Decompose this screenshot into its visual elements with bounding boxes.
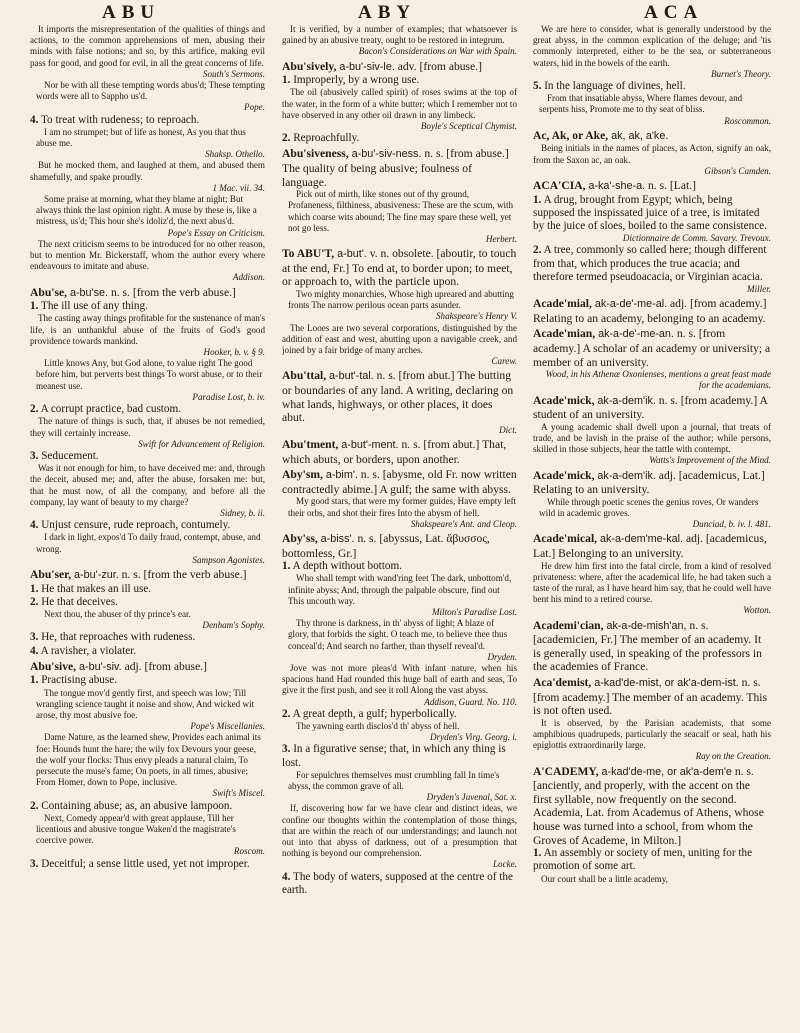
citation-source: Dryden.: [487, 651, 517, 662]
prose-quotation: A young academic shall dwell upon a journal, that treats of trade, and be lavish in the praise of the author; while persons, skilled in those subjects, hear the tattle with contempt.: [533, 421, 771, 455]
verse-quotation: I dark in light, expos'd To daily fraud, contempt, abuse, and wrong.: [36, 532, 261, 554]
pronunciation: a-biss'.: [320, 532, 355, 545]
headword: ACA'CIA,: [533, 179, 586, 193]
headword: Abu'tment,: [282, 438, 339, 451]
sense-text: A great depth, a gulf; hyperbolically.: [292, 707, 457, 720]
headword: To ABU'T,: [282, 247, 335, 261]
sense-text: Improperly, by a wrong use.: [293, 74, 420, 87]
sense-definition: [533, 80, 771, 93]
dictionary-entry: [533, 179, 771, 194]
dictionary-entry: [533, 532, 771, 560]
headword: Aby'sm,: [282, 468, 323, 482]
verse-quotation: My good stars, that were my former guides, Have empty left their orbs, and shot their fires Into the abysm of hell.: [288, 496, 517, 518]
sense-definition: [282, 743, 517, 769]
sense-number: 1.: [30, 674, 39, 687]
pronunciation: a-but'.: [337, 248, 367, 261]
definition: n. s. [anciently, and properly, with the accent on the first syllable, now frequently on the second. Academia, Lat. from Academus of Athens, whose house was turned into a school, from whom the Groves of Academe, in Milton.]: [533, 764, 764, 847]
sense-definition: [282, 871, 517, 897]
sense-text: He that deceives.: [41, 595, 118, 608]
headword: Abu'se,: [30, 285, 68, 299]
sense-definition: [30, 631, 265, 644]
sense-number: 1.: [282, 74, 291, 87]
sense-text: Unjust censure, rude reproach, contumely.: [41, 519, 231, 532]
dictionary-entry: [533, 619, 771, 674]
pronunciation: ak-a-dem'ik.: [597, 394, 656, 407]
header-center-guideword: ABY: [358, 2, 417, 23]
pronunciation: ak-a-dem'me-kal.: [599, 533, 684, 546]
column-left: [30, 24, 265, 1028]
dictionary-entry: [30, 286, 265, 301]
sense-number: 1.: [30, 582, 39, 595]
dictionary-entry: [282, 438, 517, 466]
sense-number: 4.: [30, 519, 39, 532]
sense-text: Seducement.: [41, 449, 99, 462]
citation-source: Gibson's Camden.: [704, 165, 771, 176]
citation-source: Roscom.: [233, 846, 265, 857]
prose-quotation: Jove was not more pleas'd With infant nature, when his spacious hand Had rounded this huge ball of earth and seas, To give it the first push, and see it roll Along the vast abyss.: [282, 663, 517, 696]
dictionary-entry: [533, 765, 771, 848]
verse-quotation: I am no strumpet; but of life as honest, As you that thus abuse me.: [36, 126, 246, 149]
prose-quotation: Was it not enough for him, to have deceived me: and, through the deceit, abused me; and, after the abuse, forsaken me: but, that he must now, of all the company, and before all the company, lay want of beauty to my charge?: [30, 463, 265, 507]
sense-number: 4.: [30, 644, 39, 657]
sense-definition: [30, 645, 265, 658]
headword: Abu'sive,: [30, 659, 77, 673]
sense-number: 4.: [30, 113, 39, 126]
sense-number: 2.: [282, 132, 291, 145]
sense-definition: [30, 858, 265, 871]
prose-quotation: The casting away things profitable for the sustenance of man's life, is an unthankful abuse of the fruits of God's good providence towards mankind.: [30, 313, 265, 346]
citation-source: Boyle's Sceptical Chymist.: [420, 121, 517, 132]
definition: v. n. obsolete. [aboutir, to touch at the end, Fr.] To end at, to border upon; to meet, or approach to, with the particle upon.: [282, 247, 517, 289]
citation-source: Pope's Miscellanies.: [190, 721, 265, 732]
pronunciation: a-bim'.: [325, 469, 358, 482]
citation-source: Carew.: [491, 356, 517, 367]
definition: n. s. [from the verb abuse.]: [110, 285, 236, 299]
prose-quotation: The oil (abusively called spirit) of roses swims at the top of the water, in the form of a white butter; which I remember not to have observed in any other oil drawn in any limbeck.: [282, 87, 517, 120]
prose-quotation: He drew him first into the fatal circle, from a kind of resolved privateness: where, after the academical life, he had taken such a taste of the rural, as I have heard him say, that he could well have bent his mind to a retired course.: [533, 560, 771, 605]
sense-text: Practising abuse.: [41, 674, 117, 687]
definition: n. s. [Lat.]: [647, 179, 696, 193]
sense-definition: [30, 596, 265, 609]
sense-text: A ravisher, a violater.: [40, 644, 137, 657]
pronunciation: ak-a-dem'ik.: [597, 469, 656, 482]
citation-source: Ray on the Creation.: [695, 751, 771, 762]
sense-definition: [282, 132, 517, 145]
verse-quotation: From that insatiable abyss, Where flames devour, and serpents hiss, Promote me to thy seat of bliss.: [539, 93, 743, 115]
prose-quotation: If, discovering how far we have clear and distinct ideas, we confine our thoughts within the contemplation of those things, that are within the reach of our understandings; and launch not out into that abyss of darkness, out of a presumption that nothing is beyond our comprehension.: [282, 803, 517, 859]
sense-definition: [30, 519, 265, 532]
definition: n. s. [abysme, old Fr. now written contractedly abime.] A gulf; the same with abyss.: [282, 468, 517, 496]
citation-source: Wotton.: [743, 605, 771, 616]
definition: n. s. [abyssus, Lat. ἄβυσσος, bottomless, Gr.]: [282, 531, 490, 560]
pronunciation: a-bu'se.: [69, 286, 109, 299]
dictionary-entry: [282, 369, 517, 424]
verse-quotation: Dame Nature, as the learned shew, Provides each animal its foe: Hounds hunt the hare; the wily fox Devours your geese, the wolf your flocks: Thus envy pleads a natural claim, To persecute the muse's fame; On poets, in all times, abusive; From Homer, down to Pope, inclusive.: [36, 732, 261, 788]
sense-number: 2.: [30, 403, 39, 416]
dictionary-entry: [533, 676, 771, 718]
dictionary-entry: [282, 468, 517, 496]
headword: Acade'mian,: [533, 327, 596, 341]
header-left-guideword: ABU: [102, 2, 161, 23]
verse-quotation: For sepulchres themselves must crumbling fall In time's abyss, the common grave of all.: [288, 769, 500, 792]
verse-quotation: Next thou, the abuser of thy prince's ear.: [44, 608, 191, 619]
sense-number: 3.: [30, 857, 39, 870]
definition: adj. [academicus, Lat.] Relating to an university.: [533, 468, 765, 497]
citation-source: Shakspeare's Henry V.: [436, 311, 517, 322]
headword: Abu'ser,: [30, 567, 72, 581]
sense-definition: [282, 74, 517, 87]
prose-quotation: It imports the misrepresentation of the qualities of things and actions, to the common apprehensions of men, abusing their minds with false notions; and so, by this artifice, making evil pass for good, and good for evil, in all the great concerns of life.: [30, 24, 265, 68]
citation-source: Sampson Agonistes.: [192, 554, 265, 565]
headword: Abu'ttal,: [282, 369, 327, 383]
citation-source: Roscommon.: [724, 115, 771, 126]
citation-source: Pope.: [244, 102, 265, 113]
headword: Abu'sively,: [282, 59, 337, 73]
page-header: [0, 2, 800, 22]
dictionary-entry: [533, 129, 771, 144]
pronunciation: a-but'-ment.: [341, 439, 399, 451]
definition: n. s. [from academy.] A student of an university.: [533, 393, 768, 422]
headword: Ac, Ak, or Ake,: [533, 128, 609, 142]
sense-text: The body of waters, supposed at the centre of the earth.: [282, 870, 513, 896]
dictionary-entry: [282, 247, 517, 289]
sense-text: A drug, brought from Egypt; which, being supposed the inspissated juice of a tree, is imitated by the juice of sloes, boiled to the same consistence.: [533, 193, 767, 233]
sense-definition: [533, 244, 771, 284]
sense-text: A tree, commonly so called here; though different from that, which produces the true acacia; and therefore termed pseudoacacia, or Virginian acacia.: [533, 244, 767, 283]
headword: Acade'mial,: [533, 297, 592, 311]
prose-quotation: The Looes are two several corporations, distinguished by the addition of east and west, abutting upon a navigable creek, and joined by a fair bridge of many arches.: [282, 322, 517, 356]
definition: adv. [from abuse.]: [397, 59, 482, 73]
pronunciation: a-bu'-siv-le.: [339, 60, 395, 73]
headword: Abu'siveness,: [282, 147, 349, 161]
citation-source: Bacon's Considerations on War with Spain.: [358, 46, 517, 57]
headword: Aby'ss,: [282, 531, 318, 545]
citation-source: Pope's Essay on Criticism.: [167, 227, 265, 238]
verse-quotation: Who shall tempt with wand'ring feet The dark, unbottom'd, infinite abyss; And, through the palpable obscure, find out This uncouth way.: [288, 573, 512, 606]
sense-number: 3.: [30, 449, 39, 462]
definition: n. s. [from abut.] That, which abuts, or borders, upon another.: [282, 438, 507, 466]
citation-source: Dryden's Juvenal, Sat. x.: [426, 792, 517, 803]
citation-source: 1 Mac. vii. 34.: [212, 182, 265, 193]
citation-source: Shakspeare's Ant. and Cleop.: [410, 518, 517, 529]
dictionary-entry: [282, 532, 517, 560]
citation-source: Dryden's Virg. Georg. i.: [430, 732, 517, 743]
pronunciation: a-kad'de-mist, or ak'a-dem-ist.: [594, 677, 739, 689]
pronunciation: ak, ak, a'ke.: [611, 129, 669, 142]
sense-definition: [30, 403, 265, 416]
prose-quotation: It is observed, by the Parisian academists, that some amphibious quadrupeds, particularly the seacalf or seal, hath his epiglottis extraordinarily large.: [533, 717, 771, 751]
sense-number: 3.: [30, 631, 39, 644]
pronunciation: a-bu'-siv.: [78, 660, 122, 673]
sense-definition: [30, 583, 265, 596]
sense-number: 1.: [30, 300, 39, 313]
sense-number: 4.: [282, 870, 291, 883]
column-middle: [282, 24, 517, 1028]
definition: n. s. [from academy.] A scholar of an academy or university; a member of an university.: [533, 327, 771, 369]
citation-source: Sidney, b. ii.: [220, 507, 265, 518]
sense-text: He, that reproaches with rudeness.: [41, 631, 196, 644]
pronunciation: a-kad'de-me, or ak'a-dem'e: [601, 765, 732, 778]
pronunciation: ak-a-de'-me-an.: [598, 328, 674, 341]
sense-text: A corrupt practice, bad custom.: [40, 403, 181, 416]
verse-quotation: The tongue mov'd gently first, and speech was low; Till wrangling science taught it noise and show, And wicked wit arose, thy most abusive foe.: [36, 687, 255, 720]
sense-definition: [282, 708, 517, 721]
headword: Aca'demist,: [533, 676, 592, 689]
verse-quotation: While through poetic scenes the genius roves, Or wanders wild in academic groves.: [539, 496, 759, 519]
sense-text: Deceitful; a sense little used, yet not improper.: [41, 857, 250, 870]
sense-definition: [30, 300, 265, 313]
citation-source: Milton's Paradise Lost.: [431, 606, 517, 617]
verse-quotation: Nor be with all these tempting words abus'd; These tempting words were all to Sappho us'd.: [36, 80, 265, 102]
prose-quotation: Our court shall be a little academy,: [541, 873, 668, 884]
verse-quotation: Some praise at morning, what they blame at night; But always think the last opinion right. A muse by these is, like a mistress, us'd; This hour she's idoliz'd, the next abus'd.: [36, 194, 257, 227]
prose-quotation: But he mocked them, and laughed at them, and abused them shamefully, and spake proudly.: [30, 160, 265, 182]
citation-source: South's Sermons.: [202, 68, 265, 79]
citation-source: Burnet's Theory.: [710, 68, 771, 79]
headword: Academi'cian,: [533, 618, 604, 632]
verse-quotation: Pick out of mirth, like stones out of thy ground, Profaneness, filthiness, abusiveness: These are the scum, with which coarse wits abound; The fine may spare these well, yet not go less.: [288, 189, 514, 233]
citation-source: Locke.: [493, 859, 517, 870]
prose-quotation: Being initials in the names of places, as Acton, signify an oak, from the Saxon ac, an oak.: [533, 143, 771, 165]
sense-text: In the language of divines, hell.: [544, 80, 686, 93]
sense-definition: [30, 674, 265, 687]
sense-number: 1.: [533, 193, 542, 206]
citation-source: Miller.: [747, 284, 771, 295]
prose-quotation: The nature of things is such, that, if abuses be not remedied, they will certainly increase.: [30, 416, 265, 438]
citation-source: Dict.: [499, 424, 517, 435]
dictionary-entry: [30, 660, 265, 675]
sense-definition: [533, 194, 771, 234]
prose-quotation: The next criticism seems to be introduced for no other reason, but to mention Mr. Bickerstaff, whom the author every where endeavours to imitate and abuse.: [30, 238, 265, 272]
prose-quotation: We are here to consider, what is generally understood by the great abyss, in the common explication of the deluge; and 'tis commonly interpreted, either to be the sea, or subterraneous waters, hid in the bowels of the earth.: [533, 24, 771, 68]
citation-source: Watts's Improvement of the Mind.: [649, 455, 771, 466]
verse-quotation: The yawning earth disclos'd th' abyss of hell.: [296, 721, 460, 732]
headword: A'CADEMY,: [533, 764, 599, 778]
dictionary-entry: [282, 147, 517, 189]
verse-quotation: Thy throne is darkness, in th' abyss of light; A blaze of glory, that forbids the sight. O teach me, to believe thee thus conceal'd; And search no farther, than thyself reveal'd.: [288, 618, 508, 651]
citation-source: Dunciad, b. iv. l. 481.: [692, 519, 771, 530]
pronunciation: a-ka'-she-a.: [588, 180, 646, 193]
citation-source: Addison.: [232, 272, 265, 283]
sense-definition: [30, 450, 265, 463]
definition: adj. [from abuse.]: [124, 659, 207, 673]
sense-number: 2.: [30, 595, 39, 608]
pronunciation: ak-a-de-mish'an,: [606, 619, 687, 632]
sense-text: An assembly or society of men, uniting for the promotion of some art.: [533, 847, 753, 873]
sense-number: 2.: [533, 244, 542, 257]
pronunciation: a-bu'-siv-ness.: [351, 148, 422, 161]
header-right-guideword: ACA: [644, 2, 704, 23]
prose-quotation: It is verified, by a number of examples; that whatsoever is gained by an abusive treaty, ought to be restored in integrum.: [282, 24, 517, 46]
sense-text: In a figurative sense; that, in which any thing is lost.: [282, 743, 506, 769]
definition: n. s. [academicien, Fr.] The member of an academy. It is generally used, in speaking of the professors in the academies of France.: [533, 618, 762, 674]
dictionary-entry: [282, 60, 517, 75]
citation-source: Wood, in his Athenæ Oxonienses, mentions a great feast made for the academians.: [545, 369, 771, 391]
sense-definition: [533, 847, 771, 873]
dictionary-entry: [533, 297, 771, 325]
sense-text: He that makes an ill use.: [41, 582, 152, 595]
definition: adj. [from academy.] Relating to an academy, belonging to an academy.: [533, 297, 767, 325]
definition: n. s. [from academy.] The member of an academy. This is not often used.: [533, 676, 768, 718]
sense-number: 1.: [533, 847, 542, 860]
sense-number: 2.: [30, 799, 39, 812]
citation-source: Shaksp. Othello.: [205, 149, 265, 160]
definition: n. s. [from abut.] The butting or boundaries of any land. A writing, declaring on what lands, highways, or other places, it does abut.: [282, 369, 514, 425]
definition: n. s. [from the verb abuse.]: [121, 567, 247, 581]
citation-source: Herbert.: [485, 234, 517, 245]
sense-text: To treat with rudeness; to reproach.: [41, 113, 200, 126]
citation-source: Swift for Advancement of Religion.: [138, 438, 265, 449]
sense-definition: [282, 560, 517, 573]
pronunciation: a-bu'-zur.: [74, 568, 119, 581]
headword: Acade'mick,: [533, 468, 595, 482]
sense-definition: [30, 800, 265, 813]
headword: Acade'mick,: [533, 393, 595, 407]
dictionary-entry: [30, 568, 265, 583]
verse-quotation: Next, Comedy appear'd with great applause, Till her licentious and abusive tongue Waken'd the magistrate's coercive power.: [36, 812, 236, 846]
sense-number: 2.: [282, 707, 291, 720]
sense-text: A depth without bottom.: [292, 560, 402, 573]
verse-quotation: Little knows Any, but God alone, to value right The good before him, but perverts best things To worst abuse, or to their meanest use.: [36, 358, 263, 391]
pronunciation: a-but'-tal.: [329, 370, 374, 383]
sense-text: Reproachfully.: [293, 132, 360, 145]
sense-number: 1.: [282, 560, 291, 573]
citation-source: Addison, Guard. No. 110.: [424, 696, 517, 707]
dictionary-entry: [533, 469, 771, 497]
sense-text: The ill use of any thing.: [41, 300, 148, 313]
verse-quotation: Two mighty monarchies, Whose high upreared and abutting fronts The narrow perilous ocean parts asunder.: [288, 289, 514, 311]
column-right: [533, 24, 771, 1028]
dictionary-entry: [533, 327, 771, 369]
headword: Acade'mical,: [533, 532, 598, 546]
citation-source: Denham's Sophy.: [202, 620, 265, 631]
citation-source: Swift's Miscel.: [212, 788, 265, 799]
sense-text: Containing abuse; as, an abusive lampoon.: [41, 799, 233, 812]
citation-source: Hooker, b. v. § 9.: [203, 347, 265, 358]
citation-source: Paradise Lost, b. iv.: [192, 391, 265, 402]
sense-number: 5.: [533, 80, 542, 93]
definition: adj. [academicus, Lat.] Belonging to an university.: [533, 532, 767, 561]
sense-number: 3.: [282, 743, 291, 756]
citation-source: Dictionnaire de Comm. Savary. Trevoux.: [622, 233, 771, 244]
dictionary-entry: [533, 394, 771, 422]
sense-definition: [30, 114, 265, 127]
definition: n. s. [from abuse.] The quality of being abusive; foulness of language.: [282, 147, 509, 189]
pronunciation: ak-a-de'-me-al.: [594, 298, 668, 311]
